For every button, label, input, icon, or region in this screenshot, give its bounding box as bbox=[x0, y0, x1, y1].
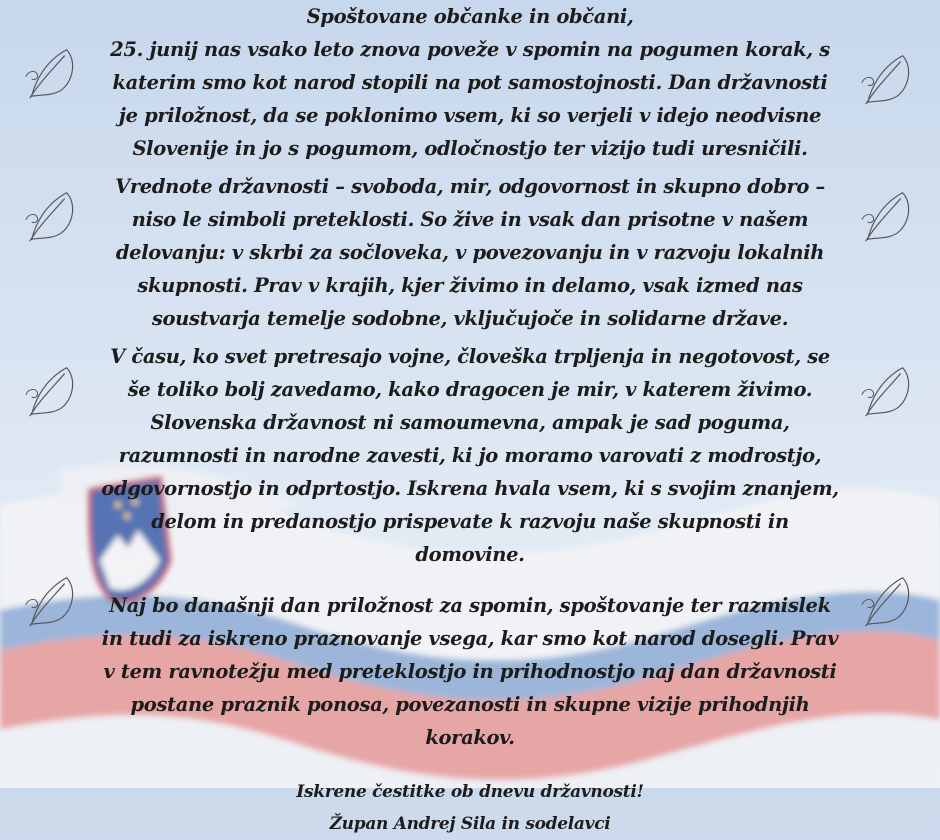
closing-wishes: Iskrene čestitke ob dnevu državnosti! bbox=[296, 782, 644, 802]
greeting: Spoštovane občanke in občani, bbox=[306, 5, 634, 28]
paragraph-4: Naj bo današnji dan priložnost za spomin, spoštovanje ter razmislek in tudi za iskreno praznovanje vsega, kar smo kot narod dosegli. Prav v tem ravnotežju med preteklostjo in prihodnostjo naj dan državnosti postane praznik ponosa, povezanosti in skupne vizije prihodnjih korakov. bbox=[101, 594, 839, 749]
leaf-outline-icon bbox=[22, 185, 84, 247]
leaf-outline-icon bbox=[22, 42, 84, 104]
leaf-outline-icon bbox=[858, 360, 920, 422]
leaf-outline-icon bbox=[22, 570, 84, 632]
leaf-outline-icon bbox=[858, 48, 920, 110]
leaf-outline-icon bbox=[858, 185, 920, 247]
paragraph-3: V času, ko svet pretresajo vojne, človeška trpljenja in negotovost, se še toliko bolj zavedamo, kako dragocen je mir, v katerem živimo. Slovenska državnost ni samoumevna, ampak je sad poguma, razumnosti in narodne zavesti, ki jo moramo varovati z modrostjo, odgovornostjo in odprtostjo. Iskrena hvala vsem, ki s svojim znanjem, delom in predanostjo prispevate k razvoju naše skupnosti in domovine. bbox=[101, 345, 839, 566]
paragraph-2: Vrednote državnosti – svoboda, mir, odgovornost in skupno dobro – niso le simboli preteklosti. So žive in vsak dan prisotne v našem delovanju: v skrbi za sočloveka, v povezovanju in v razvoju lokalnih skupnosti. Prav v krajih, kjer živimo in delamo, vsak izmed nas soustvarja temelje sodobne, vključujoče in solidarne države. bbox=[115, 175, 825, 330]
letter-body bbox=[100, 0, 840, 840]
leaf-outline-icon bbox=[22, 360, 84, 422]
signature: Župan Andrej Sila in sodelavci bbox=[329, 814, 611, 834]
leaf-outline-icon bbox=[858, 570, 920, 632]
paragraph-1: 25. junij nas vsako leto znova poveže v spomin na pogumen korak, s katerim smo kot narod stopili na pot samostojnosti. Dan državnosti je priložnost, da se poklonimo vsem, ki so verjeli v idejo neodvisne Slovenije in jo s pogumom, odločnostjo ter vizijo tudi uresničili. bbox=[110, 38, 830, 160]
